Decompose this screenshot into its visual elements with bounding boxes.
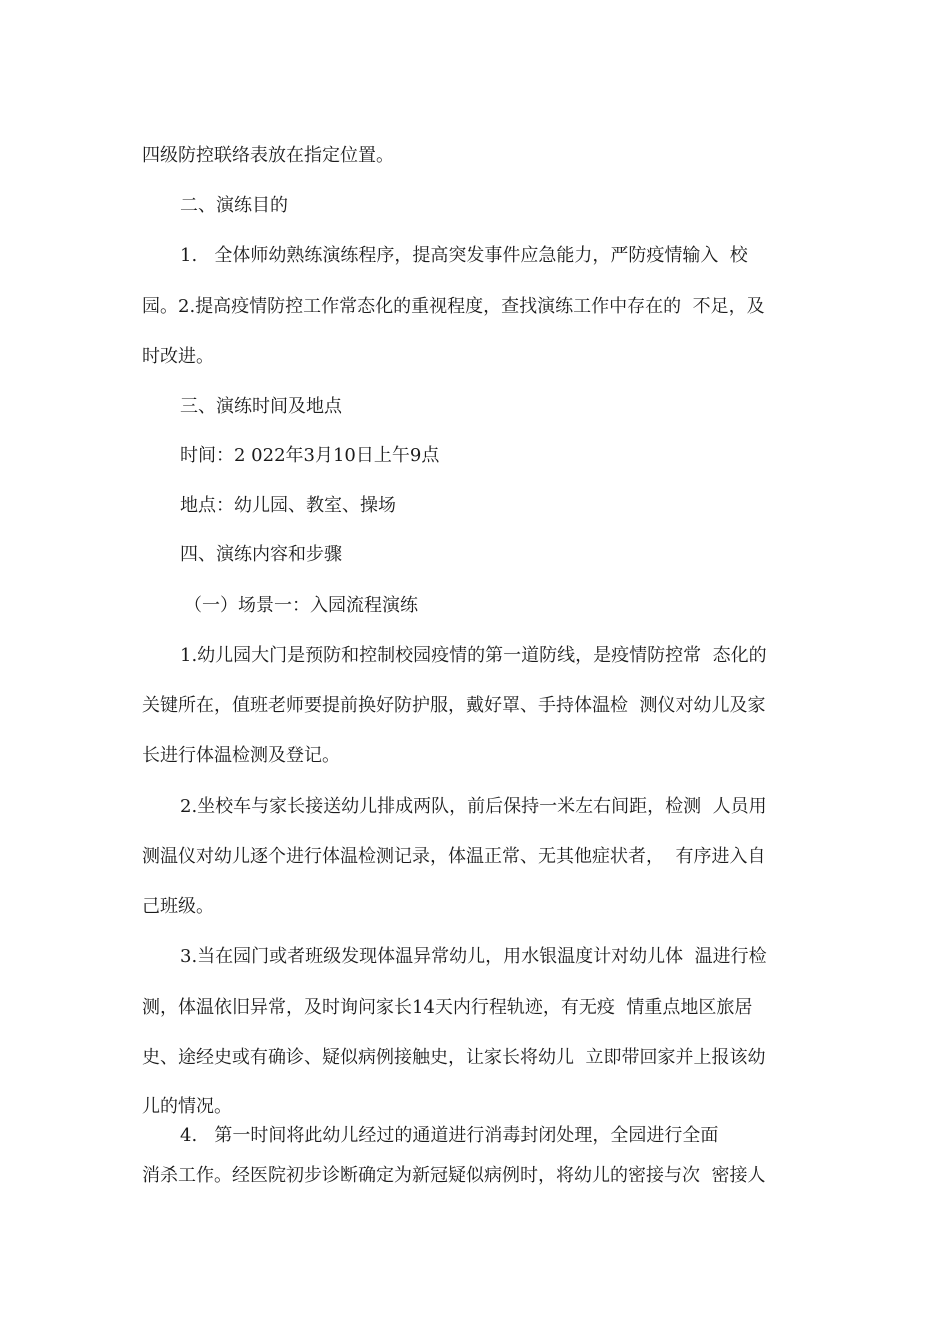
text-line: 消杀工作。经医院初步诊断确定为新冠疑似病例时，将幼儿的密接与次 密接人	[142, 1165, 766, 1186]
text-line: 测温仪对幼儿逐个进行体温检测记录，体温正常、无其他症状者， 有序进入自	[142, 846, 766, 867]
text-line: 时改进。	[142, 346, 214, 367]
text-line: 3.当在园门或者班级发现体温异常幼儿，用水银温度计对幼儿体 温进行检	[180, 946, 767, 967]
text-line: 长进行体温检测及登记。	[142, 745, 340, 766]
text-line: 地点：幼儿园、教室、操场	[180, 495, 396, 516]
text-line: 关键所在，值班老师要提前换好防护服，戴好罩、手持体温检 测仪对幼儿及家	[142, 695, 766, 716]
section-heading: 四、演练内容和步骤	[180, 544, 342, 565]
text-line: 儿的情况。	[142, 1096, 232, 1117]
text-line: 己班级。	[142, 896, 214, 917]
text-line: 园。2.提高疫情防控工作常态化的重视程度，查找演练工作中存在的 不足，及	[142, 296, 765, 317]
section-heading: 二、演练目的	[180, 195, 288, 216]
text-line: 4. 第一时间将此幼儿经过的通道进行消毒封闭处理，全园进行全面	[180, 1125, 719, 1146]
text-line: 2.坐校车与家长接送幼儿排成两队，前后保持一米左右间距，检测 人员用	[180, 796, 767, 817]
text-line: 1. 全体师幼熟练演练程序，提高突发事件应急能力，严防疫情输入 校	[180, 245, 748, 266]
text-line: 测，体温依旧异常，及时询问家长14天内行程轨迹，有无疫 情重点地区旅居	[142, 997, 753, 1018]
text-line: 时间：2 022年3月10日上午9点	[180, 445, 440, 466]
subsection-heading: （一）场景一：入园流程演练	[184, 595, 418, 616]
text-line: 四级防控联络表放在指定位置。	[142, 145, 394, 166]
text-line: 1.幼儿园大门是预防和控制校园疫情的第一道防线，是疫情防控常 态化的	[180, 645, 767, 666]
text-line: 史、途经史或有确诊、疑似病例接触史，让家长将幼儿 立即带回家并上报该幼	[142, 1047, 766, 1068]
section-heading: 三、演练时间及地点	[180, 396, 342, 417]
